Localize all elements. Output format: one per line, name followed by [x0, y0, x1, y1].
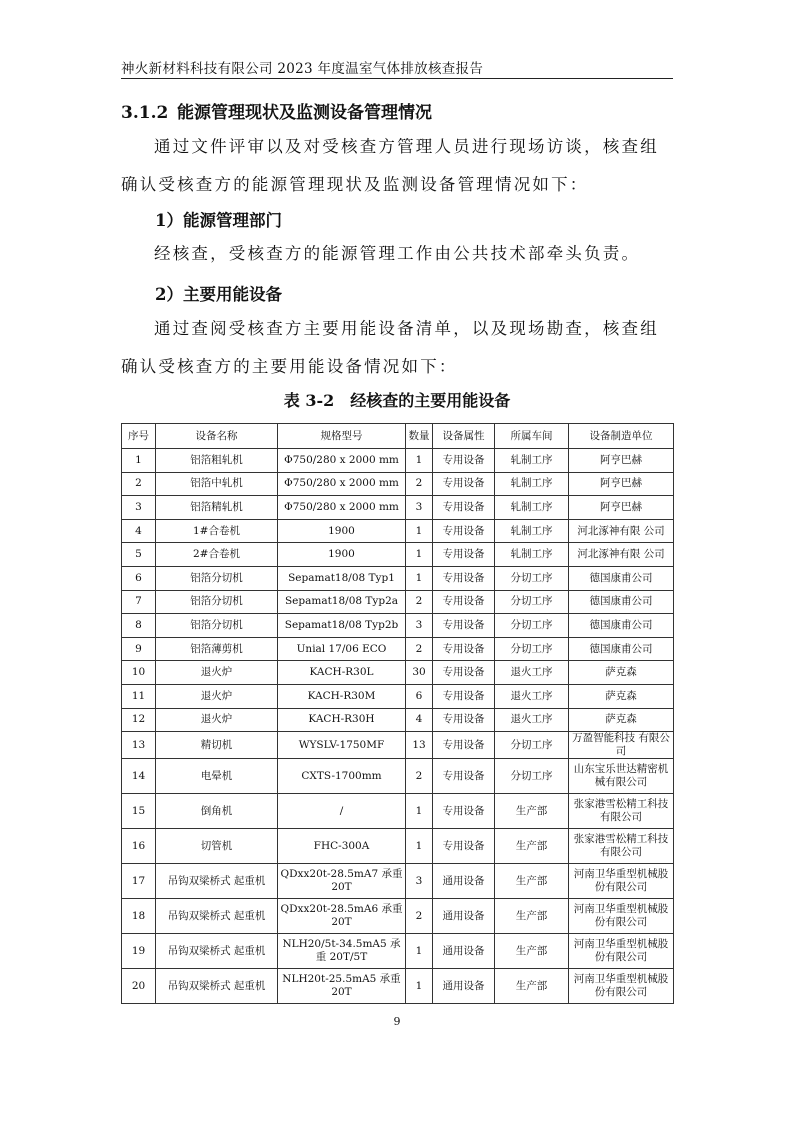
- table-cell: Φ750/280 x 2000 mm: [278, 496, 406, 520]
- table-cell: Sepamat18/08 Typ2b: [278, 614, 406, 638]
- table-cell: 专用设备: [433, 449, 495, 473]
- table-cell: 退火工序: [495, 661, 569, 685]
- header-cell: 设备名称: [156, 424, 278, 449]
- table-cell: 萨克森: [569, 708, 674, 732]
- table-cell: 8: [122, 614, 156, 638]
- table-cell: 19: [122, 934, 156, 969]
- table-cell: 1: [406, 519, 433, 543]
- intro-paragraph: 通过文件评审以及对受核查方管理人员进行现场访谈，核查组确认受核查方的能源管理现状及监测设备管理情况如下：: [121, 137, 659, 194]
- table-title: 表 3-2 经核查的主要用能设备: [283, 391, 511, 410]
- table-cell: KACH-R30H: [278, 708, 406, 732]
- table-cell: 山东宝乐世达精密机械有限公司: [569, 759, 674, 794]
- table-cell: 轧制工序: [495, 449, 569, 473]
- table-row: [122, 472, 674, 496]
- table-cell: 河北涿神有限 公司: [569, 519, 674, 543]
- table-cell: 张家港雪松精工科技有限公司: [569, 794, 674, 829]
- table-cell: 1: [406, 969, 433, 1004]
- table-cell: 通用设备: [433, 934, 495, 969]
- table-cell: 3: [406, 614, 433, 638]
- table-cell: Sepamat18/08 Typ2a: [278, 590, 406, 614]
- table-cell: /: [278, 794, 406, 829]
- table-cell: QDxx20t-28.5mA6 承重 20T: [278, 899, 406, 934]
- table-cell: Φ750/280 x 2000 mm: [278, 472, 406, 496]
- table-row: [122, 614, 674, 638]
- table-row: [122, 899, 674, 934]
- table-cell: Φ750/280 x 2000 mm: [278, 449, 406, 473]
- table-cell: Sepamat18/08 Typ1: [278, 566, 406, 590]
- table-cell: 7: [122, 590, 156, 614]
- table-cell: 铝箔粗轧机: [156, 449, 278, 473]
- table-cell: 10: [122, 661, 156, 685]
- table-cell: 专用设备: [433, 829, 495, 864]
- table-cell: 4: [406, 708, 433, 732]
- table-cell: 1900: [278, 519, 406, 543]
- table-cell: 2: [406, 759, 433, 794]
- table-cell: 轧制工序: [495, 472, 569, 496]
- table-cell: 萨克森: [569, 684, 674, 708]
- table-cell: 16: [122, 829, 156, 864]
- table-cell: 德国康甫公司: [569, 637, 674, 661]
- table-cell: 1900: [278, 543, 406, 567]
- table-cell: 13: [122, 732, 156, 759]
- table-cell: NLH20/5t-34.5mA5 承重 20T/5T: [278, 934, 406, 969]
- table-row: [122, 661, 674, 685]
- table-cell: 铝箔分切机: [156, 614, 278, 638]
- table-cell: 专用设备: [433, 661, 495, 685]
- subheading-energy-dept: 1）能源管理部门: [155, 211, 282, 230]
- table-cell: 退火炉: [156, 661, 278, 685]
- table-row: [122, 864, 674, 899]
- equipment-table: [121, 423, 674, 1004]
- table-cell: 河南卫华重型机械股份有限公司: [569, 864, 674, 899]
- table-cell: 专用设备: [433, 794, 495, 829]
- table-cell: 分切工序: [495, 566, 569, 590]
- table-cell: 专用设备: [433, 732, 495, 759]
- subheading-main-equipment: 2）主要用能设备: [155, 285, 282, 304]
- header-cell: 设备制造单位: [569, 424, 674, 449]
- table-cell: 2: [406, 590, 433, 614]
- table-cell: 3: [122, 496, 156, 520]
- table-cell: 分切工序: [495, 590, 569, 614]
- table-cell: 1: [406, 566, 433, 590]
- table-cell: 生产部: [495, 864, 569, 899]
- header-cell: 所属车间: [495, 424, 569, 449]
- table-cell: 专用设备: [433, 496, 495, 520]
- table-cell: 分切工序: [495, 759, 569, 794]
- section-number: 3.1.2: [121, 103, 169, 123]
- table-row: [122, 590, 674, 614]
- table-cell: 吊钩双梁桥式 起重机: [156, 934, 278, 969]
- table-cell: 12: [122, 708, 156, 732]
- table-row: [122, 637, 674, 661]
- table-cell: CXTS-1700mm: [278, 759, 406, 794]
- table-cell: 河南卫华重型机械股份有限公司: [569, 934, 674, 969]
- header-cell: 数量: [406, 424, 433, 449]
- table-cell: 萨克森: [569, 661, 674, 685]
- table-cell: 退火炉: [156, 684, 278, 708]
- table-cell: 精切机: [156, 732, 278, 759]
- table-cell: 生产部: [495, 794, 569, 829]
- table-cell: 铝箔薄剪机: [156, 637, 278, 661]
- table-cell: 铝箔分切机: [156, 590, 278, 614]
- table-cell: 德国康甫公司: [569, 590, 674, 614]
- table-cell: 1: [406, 449, 433, 473]
- page-header: 神火新材料科技有限公司 2023 年度温室气体排放核查报告: [121, 61, 484, 77]
- table-cell: 河北涿神有限 公司: [569, 543, 674, 567]
- table-cell: 专用设备: [433, 708, 495, 732]
- table-cell: 专用设备: [433, 543, 495, 567]
- table-cell: 通用设备: [433, 969, 495, 1004]
- table-cell: 倒角机: [156, 794, 278, 829]
- table-cell: 2: [406, 637, 433, 661]
- header-cell: 规格型号: [278, 424, 406, 449]
- table-row: [122, 829, 674, 864]
- table-cell: 生产部: [495, 934, 569, 969]
- table-row: [122, 543, 674, 567]
- table-cell: 分切工序: [495, 637, 569, 661]
- table-row: [122, 794, 674, 829]
- table-cell: 吊钩双梁桥式 起重机: [156, 864, 278, 899]
- table-cell: 退火炉: [156, 708, 278, 732]
- table-cell: 9: [122, 637, 156, 661]
- table-cell: 轧制工序: [495, 496, 569, 520]
- header-cell: 序号: [122, 424, 156, 449]
- table-cell: 铝箔中轧机: [156, 472, 278, 496]
- table-cell: 铝箔精轧机: [156, 496, 278, 520]
- table-cell: 5: [122, 543, 156, 567]
- table-cell: 11: [122, 684, 156, 708]
- table-cell: 1: [406, 543, 433, 567]
- table-cell: 德国康甫公司: [569, 614, 674, 638]
- section-title: 能源管理现状及监测设备管理情况: [177, 103, 432, 123]
- table-cell: 分切工序: [495, 614, 569, 638]
- table-cell: KACH-R30L: [278, 661, 406, 685]
- table-row: [122, 759, 674, 794]
- table-cell: 2#合卷机: [156, 543, 278, 567]
- table-cell: 专用设备: [433, 566, 495, 590]
- table-cell: 2: [122, 472, 156, 496]
- energy-dept-paragraph: 经核查，受核查方的能源管理工作由公共技术部牵头负责。: [154, 244, 641, 263]
- table-cell: 万盈智能科技 有限公司: [569, 732, 674, 759]
- table-cell: 15: [122, 794, 156, 829]
- table-cell: 专用设备: [433, 759, 495, 794]
- table-cell: 阿亨巴赫: [569, 472, 674, 496]
- table-cell: 轧制工序: [495, 543, 569, 567]
- table-cell: 专用设备: [433, 614, 495, 638]
- table-cell: 生产部: [495, 969, 569, 1004]
- table-cell: 18: [122, 899, 156, 934]
- table-cell: 专用设备: [433, 590, 495, 614]
- table-cell: 3: [406, 496, 433, 520]
- table-cell: 30: [406, 661, 433, 685]
- table-cell: 通用设备: [433, 899, 495, 934]
- table-cell: 2: [406, 472, 433, 496]
- table-cell: 1#合卷机: [156, 519, 278, 543]
- table-cell: 20: [122, 969, 156, 1004]
- table-cell: 德国康甫公司: [569, 566, 674, 590]
- table-row: [122, 496, 674, 520]
- table-cell: 14: [122, 759, 156, 794]
- table-cell: 4: [122, 519, 156, 543]
- table-cell: 生产部: [495, 829, 569, 864]
- table-cell: WYSLV-1750MF: [278, 732, 406, 759]
- table-row: [122, 732, 674, 759]
- table-cell: 3: [406, 864, 433, 899]
- table-cell: 张家港雪松精工科技有限公司: [569, 829, 674, 864]
- table-cell: 生产部: [495, 899, 569, 934]
- table-cell: 阿亨巴赫: [569, 449, 674, 473]
- table-cell: 吊钩双梁桥式 起重机: [156, 899, 278, 934]
- table-row: [122, 566, 674, 590]
- table-cell: FHC-300A: [278, 829, 406, 864]
- table-body: [122, 449, 674, 1004]
- table-cell: KACH-R30M: [278, 684, 406, 708]
- table-row: [122, 708, 674, 732]
- table-cell: 河南卫华重型机械股份有限公司: [569, 899, 674, 934]
- table-header-row: [122, 424, 674, 449]
- table-cell: 专用设备: [433, 519, 495, 543]
- table-cell: 退火工序: [495, 684, 569, 708]
- table-cell: 1: [406, 934, 433, 969]
- table-cell: 电晕机: [156, 759, 278, 794]
- table-cell: 切管机: [156, 829, 278, 864]
- table-cell: 1: [406, 794, 433, 829]
- table-cell: 6: [122, 566, 156, 590]
- table-cell: 6: [406, 684, 433, 708]
- table-cell: 阿亨巴赫: [569, 496, 674, 520]
- table-cell: 2: [406, 899, 433, 934]
- table-row: [122, 519, 674, 543]
- header-rule: [121, 78, 673, 79]
- table-cell: 铝箔分切机: [156, 566, 278, 590]
- header-cell: 设备属性: [433, 424, 495, 449]
- table-cell: Unial 17/06 ECO: [278, 637, 406, 661]
- table-cell: 专用设备: [433, 637, 495, 661]
- table-cell: 专用设备: [433, 684, 495, 708]
- table-cell: QDxx20t-28.5mA7 承重 20T: [278, 864, 406, 899]
- table-cell: 轧制工序: [495, 519, 569, 543]
- table-cell: 1: [406, 829, 433, 864]
- table-cell: 专用设备: [433, 472, 495, 496]
- table-cell: NLH20t-25.5mA5 承重 20T: [278, 969, 406, 1004]
- table-cell: 河南卫华重型机械股份有限公司: [569, 969, 674, 1004]
- section-heading: [121, 98, 432, 123]
- table-cell: 1: [122, 449, 156, 473]
- table-cell: 17: [122, 864, 156, 899]
- table-cell: 13: [406, 732, 433, 759]
- table-row: [122, 969, 674, 1004]
- table-cell: 吊钩双梁桥式 起重机: [156, 969, 278, 1004]
- page-number: 9: [393, 1015, 401, 1028]
- table-cell: 退火工序: [495, 708, 569, 732]
- table-row: [122, 934, 674, 969]
- table-cell: 通用设备: [433, 864, 495, 899]
- main-equipment-paragraph: 通过查阅受核查方主要用能设备清单，以及现场勘查，核查组确认受核查方的主要用能设备情况如下：: [121, 319, 659, 376]
- table-row: [122, 449, 674, 473]
- table-cell: 分切工序: [495, 732, 569, 759]
- table-row: [122, 684, 674, 708]
